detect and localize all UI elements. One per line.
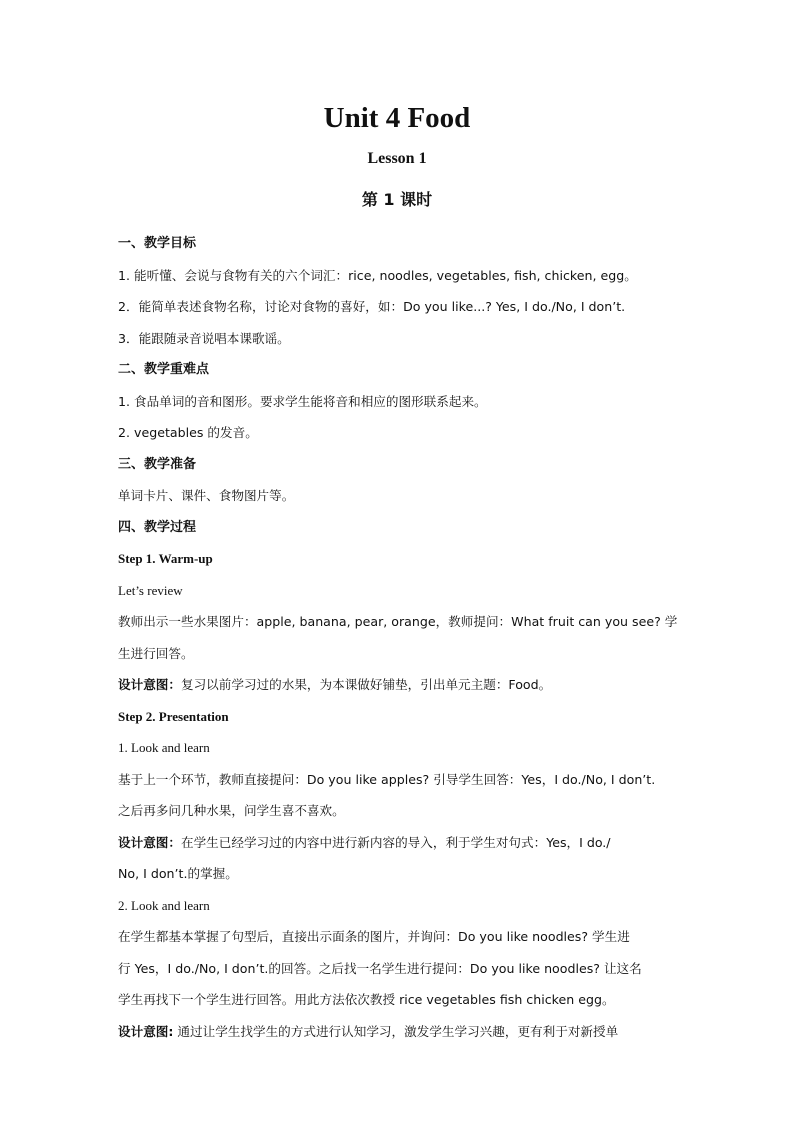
step-2-paragraph-1-line-1: 基于上一个环节，教师直接提问：Do you like apples? 引导学生回答：Yes，I do./No, I don’t. — [118, 771, 656, 787]
step-2-subtitle-1: 1. Look and learn — [118, 740, 210, 755]
design-intent-text: 通过让学生找学生的方式进行认知学习，激发学生学习兴趣，更有利于对新授单 — [173, 1023, 619, 1039]
objective-item-2: 2．能简单表述食物名称，讨论对食物的喜好，如：Do you like...? Yes, I do./No, I don’t. — [118, 299, 626, 314]
key-point-item-1: 1. 食品单词的音和图形。要求学生能将音和相应的图形联系起来。 — [118, 393, 487, 409]
period-subtitle: 第 1 课时 — [361, 190, 433, 209]
design-intent-text: 复习以前学习过的水果，为本课做好铺垫，引出单元主题：Food。 — [180, 677, 552, 692]
preparation-text: 单词卡片、课件、食物图片等。 — [118, 488, 295, 503]
design-intent-text: 在学生已经学习过的内容中进行新内容的导入，利于学生对句式：Yes，I do./ — [180, 834, 611, 850]
key-point-item-2: 2. vegetables 的发音。 — [118, 425, 258, 440]
step-1-paragraph-line-1: 教师出示一些水果图片：apple, banana, pear, orange，教师提问：What fruit can you see? 学 — [118, 614, 678, 629]
section-heading-objectives: 一、教学目标 — [118, 236, 197, 251]
objective-item-3: 3．能跟随录音说唱本课歌谣。 — [118, 330, 290, 346]
step-2-paragraph-2-line-1: 在学生都基本掌握了句型后，直接出示面条的图片，并询问：Do you like noodles? 学生进 — [118, 929, 630, 944]
step-1-subtitle: Let’s review — [118, 582, 183, 598]
design-intent-label: 设计意图： — [118, 677, 181, 692]
step-1-paragraph-line-2: 生进行回答。 — [118, 645, 194, 661]
step-2-design-intent-1-line-2: No, I don’t.的掌握。 — [118, 866, 238, 881]
section-heading-preparation: 三、教学准备 — [118, 456, 197, 472]
document-body — [118, 228, 678, 1047]
design-intent-label: 设计意图: — [118, 1023, 174, 1039]
step-1-title: Step 1. Warm-up — [118, 551, 213, 566]
section-heading-key-points: 二、教学重难点 — [118, 362, 210, 377]
step-2-title: Step 2. Presentation — [118, 708, 229, 724]
objective-item-1: 1. 能听懂、会说与食物有关的六个词汇：rice, noodles, vegetables, fish, chicken, egg。 — [118, 267, 637, 283]
lesson-subtitle: Lesson 1 — [367, 150, 427, 167]
design-intent-label: 设计意图： — [118, 834, 181, 850]
step-1-design-intent — [118, 669, 678, 701]
step-2-design-intent-1-line-1 — [118, 827, 678, 859]
section-heading-process: 四、教学过程 — [118, 519, 197, 535]
step-2-paragraph-1-line-2: 之后再多问几种水果，问学生喜不喜欢。 — [118, 803, 345, 818]
step-2-design-intent-2 — [118, 1016, 678, 1048]
step-2-paragraph-2-line-2: 行 Yes，I do./No, I don’t.的回答。之后找一名学生进行提问：Do you like noodles? 让这名 — [118, 960, 642, 976]
step-2-subtitle-2: 2. Look and learn — [118, 897, 210, 913]
page-title: Unit 4 Food — [323, 102, 471, 134]
step-2-paragraph-2-line-3: 学生再找下一个学生进行回答。用此方法依次教授 rice vegetables fish chicken egg。 — [118, 992, 615, 1007]
